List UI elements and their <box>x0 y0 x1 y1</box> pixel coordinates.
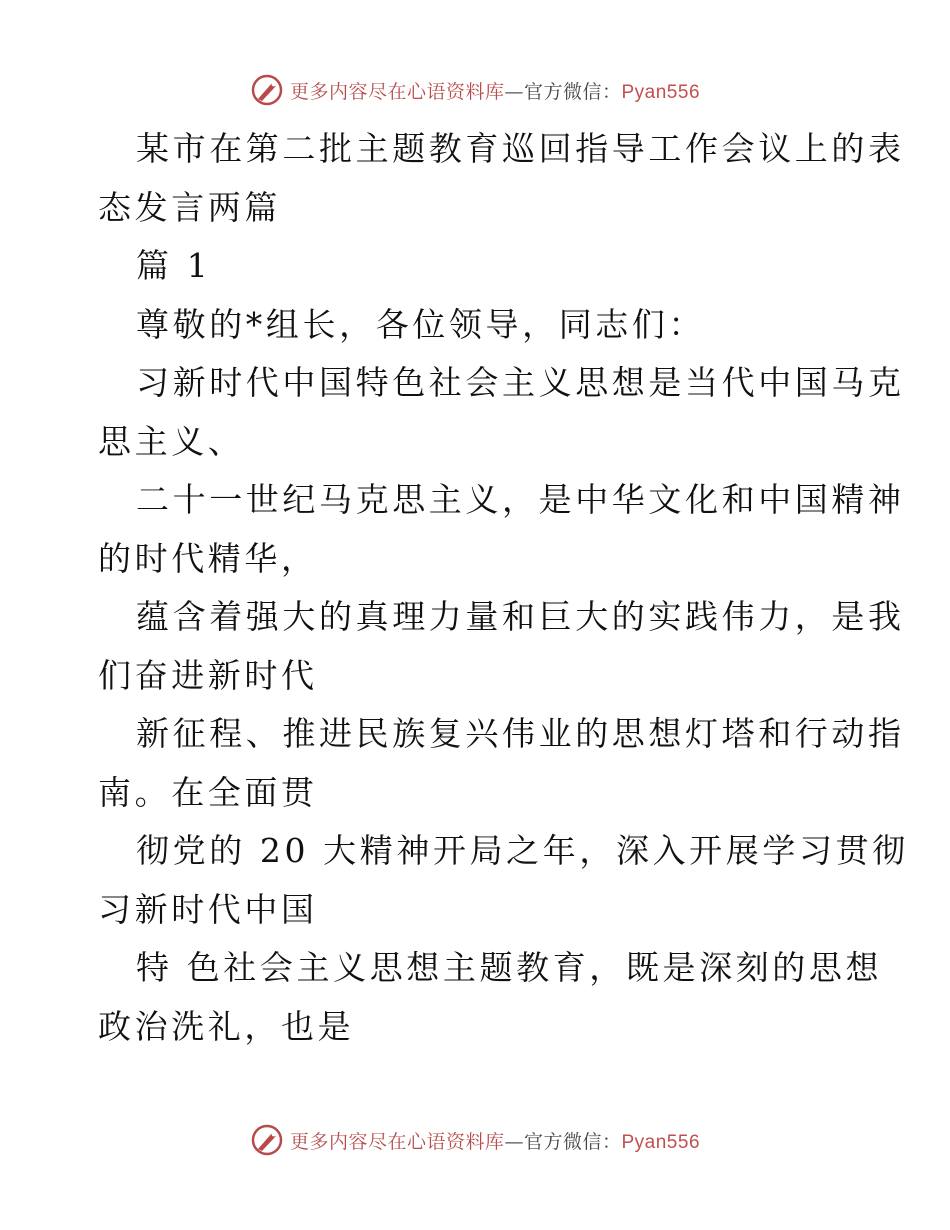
doc-title-line-2: 态发言两篇 <box>98 187 281 227</box>
watermark-contact-id: Pyan556 <box>621 81 701 103</box>
paragraph-line: 政治洗礼，也是 <box>98 1006 355 1046</box>
watermark-separator: — <box>504 1130 524 1153</box>
footer-watermark-banner <box>0 1120 950 1160</box>
watermark-separator: — <box>504 80 524 103</box>
watermark-slogan: 更多内容尽在心语资料库 <box>289 1130 505 1153</box>
paragraph-line: 的时代精华， <box>98 538 318 578</box>
salutation: 尊敬的*组长，各位领导，同志们： <box>136 304 706 344</box>
doc-title-line-1: 某市在第二批主题教育巡回指导工作会议上的表 <box>136 129 905 168</box>
watermark-contact-label: 官方微信： <box>523 1130 622 1153</box>
paragraph-line: 南。在全面贯 <box>98 772 318 812</box>
document-body <box>98 120 909 1056</box>
paragraph-line: 蕴含着强大的真理力量和巨大的实践伟力，是我 <box>136 597 905 636</box>
watermark-text <box>290 77 700 104</box>
paragraph-line: 彻党的 20 大精神开局之年，深入开展学习贯彻 <box>136 831 909 870</box>
paragraph-line: 二十一世纪马克思主义，是中华文化和中国精神 <box>136 480 905 519</box>
section-heading: 篇 1 <box>136 246 212 285</box>
paragraph-line: 新征程、推进民族复兴伟业的思想灯塔和行动指 <box>136 714 905 753</box>
pen-logo-icon <box>250 1123 284 1157</box>
watermark-text <box>290 1127 700 1154</box>
paragraph-line: 特 色社会主义思想主题教育，既是深刻的思想 <box>136 948 883 987</box>
watermark-slogan: 更多内容尽在心语资料库 <box>289 80 505 103</box>
pen-logo-icon <box>250 73 284 107</box>
paragraph-line: 习新时代中国 <box>98 889 318 929</box>
watermark-contact-label: 官方微信： <box>523 80 622 103</box>
watermark-contact-id: Pyan556 <box>621 1131 701 1153</box>
paragraph-line: 思主义、 <box>98 421 245 461</box>
paragraph-line: 们奋进新时代 <box>98 655 318 695</box>
header-watermark-banner <box>0 70 950 110</box>
paragraph-line: 习新时代中国特色社会主义思想是当代中国马克 <box>136 363 905 402</box>
